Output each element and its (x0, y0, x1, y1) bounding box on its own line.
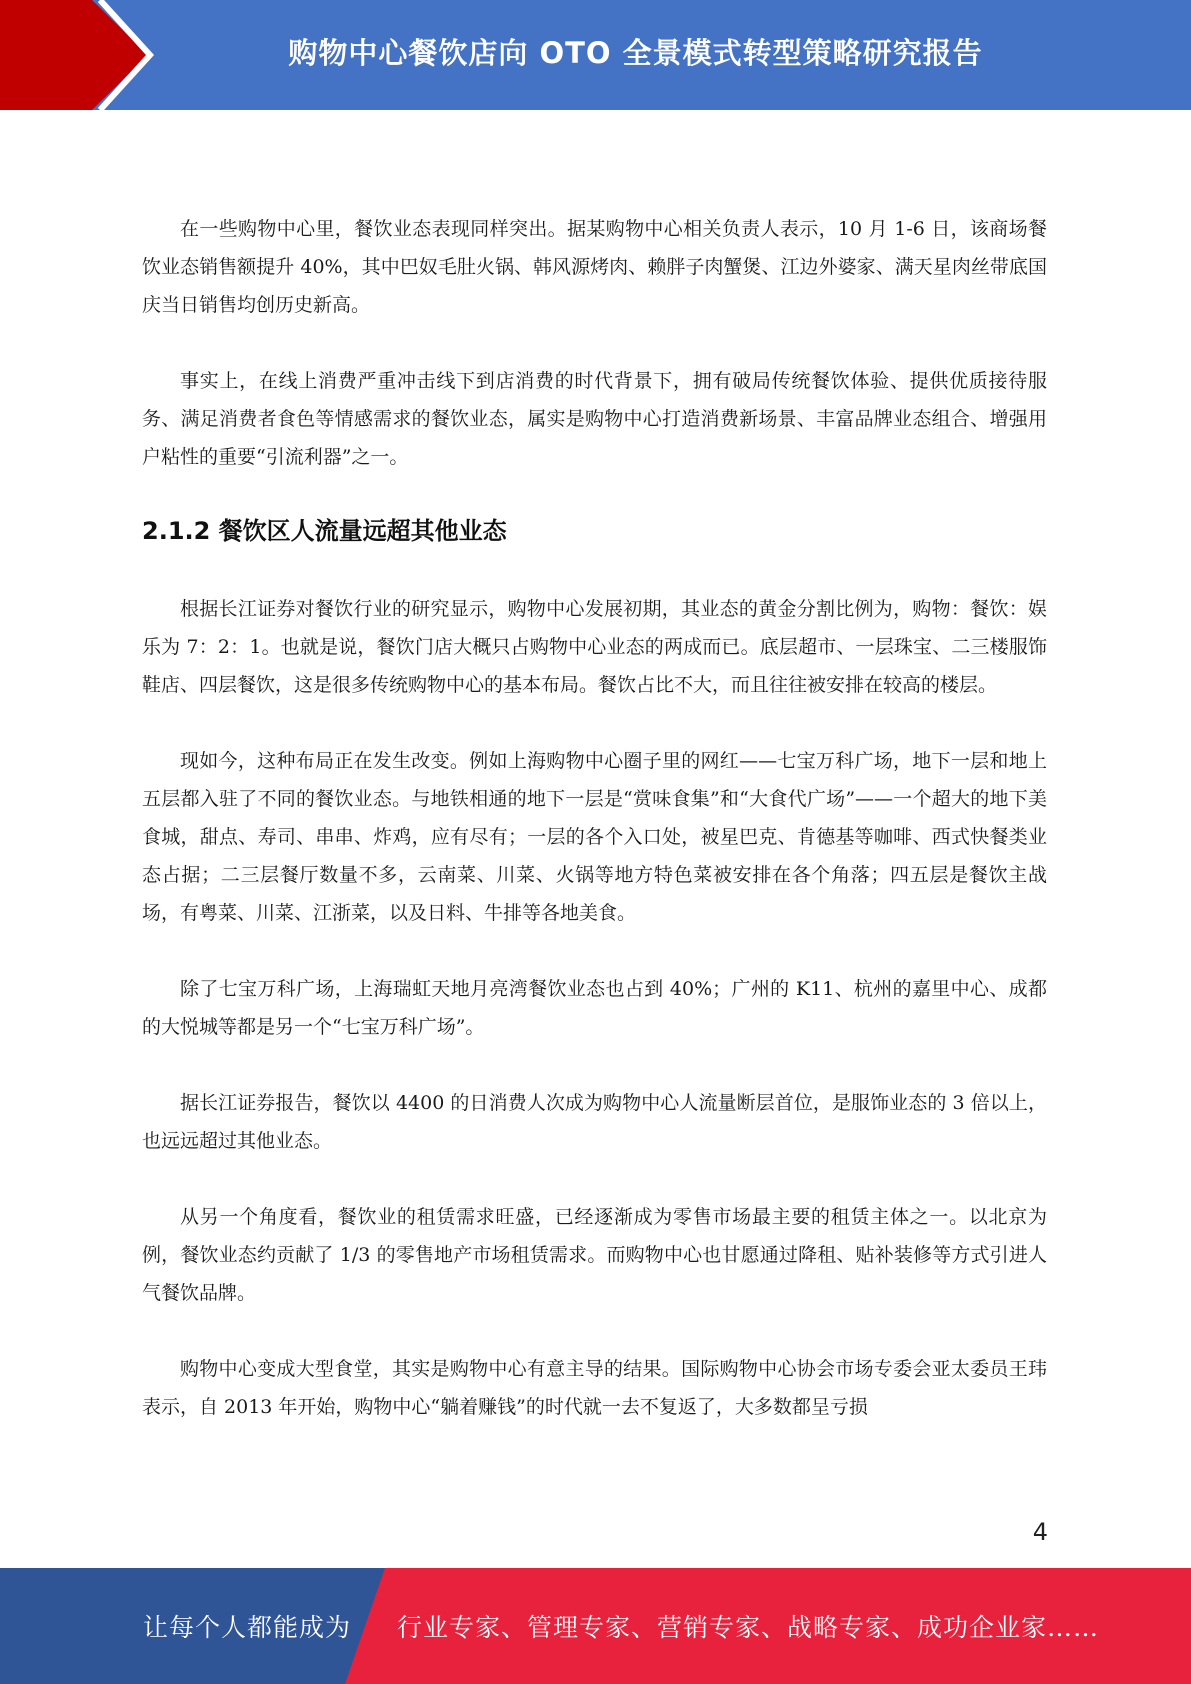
section-heading: 2.1.2 餐饮区人流量远超其他业态 (142, 517, 507, 545)
page-header (0, 0, 1191, 110)
footer-slogan-right: 行业专家、管理专家、营销专家、战略专家、成功企业家…… (397, 1613, 1100, 1642)
footer-slogan-left: 让每个人都能成为 (143, 1613, 352, 1642)
paragraph-3: 根据长江证券对餐饮行业的研究显示，购物中心发展初期，其业态的黄金分割比例为，购物：餐饮：娱乐为 7：2：1。也就是说，餐饮门店大概只占购物中心业态的两成而已。底层超市、一层珠宝、二三楼服饰鞋店、四层餐饮，这是很多传统购物中心的基本布局。餐饮占比不大，而且往往被安排在较高的楼层。 (142, 598, 1047, 696)
paragraph-1: 在一些购物中心里，餐饮业态表现同样突出。据某购物中心相关负责人表示，10 月 1-6 日，该商场餐饮业态销售额提升 40%，其中巴奴毛肚火锅、韩风源烤肉、赖胖子肉蟹煲、江边外婆家、满天星肉丝带底国庆当日销售均创历史新高。 (142, 218, 1047, 316)
page-footer (0, 1568, 1191, 1684)
paragraph-7: 从另一个角度看，餐饮业的租赁需求旺盛，已经逐渐成为零售市场最主要的租赁主体之一。以北京为例，餐饮业态约贡献了 1/3 的零售地产市场租赁需求。而购物中心也甘愿通过降租、贴补装修等方式引进人气餐饮品牌。 (142, 1206, 1047, 1304)
document-title: 购物中心餐饮店向 OTO 全景模式转型策略研究报告 (288, 35, 983, 70)
paragraph-6: 据长江证券报告，餐饮以 4400 的日消费人次成为购物中心人流量断层首位，是服饰业态的 3 倍以上，也远远超过其他业态。 (142, 1092, 1047, 1152)
paragraph-2: 事实上，在线上消费严重冲击线下到店消费的时代背景下，拥有破局传统餐饮体验、提供优质接待服务、满足消费者食色等情感需求的餐饮业态，属实是购物中心打造消费新场景、丰富品牌业态组合、增强用户粘性的重要“引流利器”之一。 (142, 370, 1047, 468)
page-number: 4 (1032, 1518, 1048, 1546)
paragraph-8: 购物中心变成大型食堂，其实是购物中心有意主导的结果。国际购物中心协会市场专委会亚太委员王玮表示，自 2013 年开始，购物中心“躺着赚钱”的时代就一去不复返了，大多数都呈亏损 (142, 1358, 1047, 1418)
document-body (142, 210, 1047, 1464)
paragraph-4: 现如今，这种布局正在发生改变。例如上海购物中心圈子里的网红——七宝万科广场，地下一层和地上五层都入驻了不同的餐饮业态。与地铁相通的地下一层是“赏味食集”和“大食代广场”——一个超大的地下美食城，甜点、寿司、串串、炸鸡，应有尽有；一层的各个入口处，被星巴克、肯德基等咖啡、西式快餐类业态占据；二三层餐厅数量不多，云南菜、川菜、火锅等地方特色菜被安排在各个角落；四五层是餐饮主战场，有粤菜、川菜、江浙菜，以及日料、牛排等各地美食。 (142, 750, 1047, 924)
paragraph-5: 除了七宝万科广场，上海瑞虹天地月亮湾餐饮业态也占到 40%；广州的 K11、杭州的嘉里中心、成都的大悦城等都是另一个“七宝万科广场”。 (142, 978, 1047, 1038)
